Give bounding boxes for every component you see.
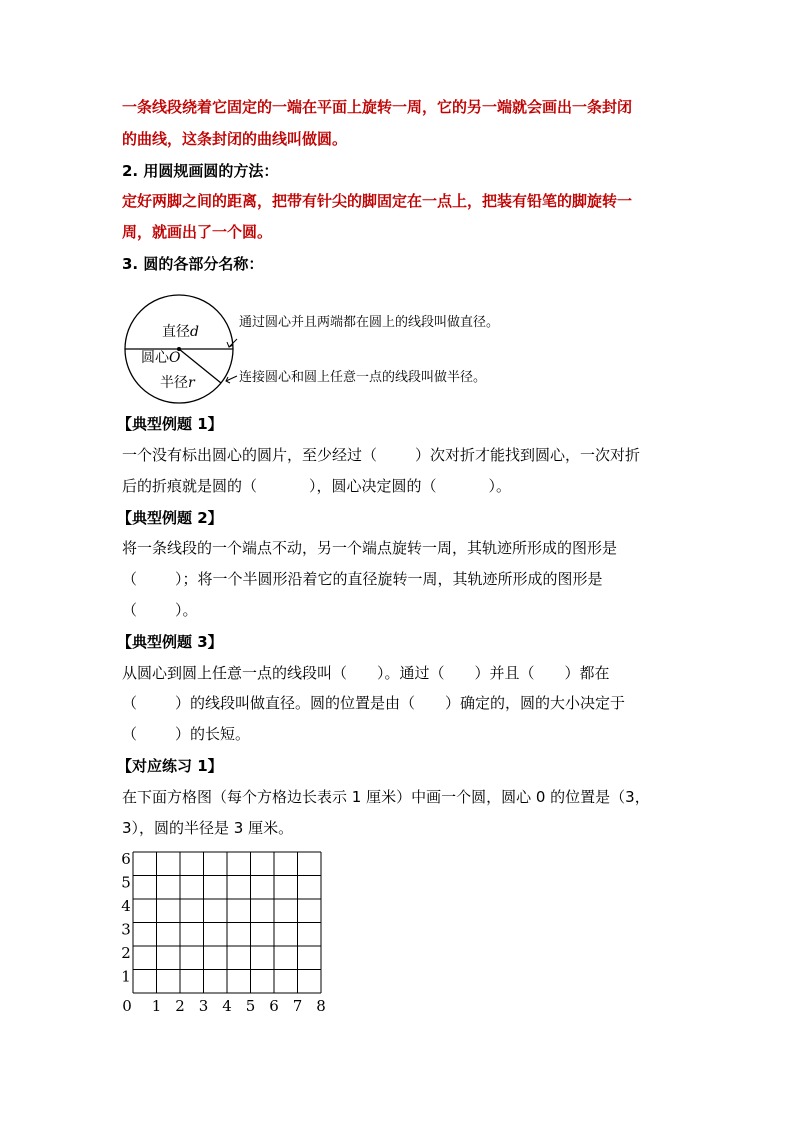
grid-y-label: 4 xyxy=(121,897,131,915)
grid-x-label: 4 xyxy=(222,997,232,1015)
example-3-line-2: （ ）的线段叫做直径。圆的位置是由（ ）确定的，圆的大小决定于 xyxy=(122,694,626,712)
grid-x-label: 7 xyxy=(292,997,303,1015)
diameter-label: 直径 xyxy=(162,324,190,340)
example-1-title: 【典型例题 1】 xyxy=(117,415,223,433)
circle-parts-diagram xyxy=(120,290,560,405)
compass-method-line-2: 周，就画出了一个圆。 xyxy=(122,223,273,241)
example-2-line-2: （ ）；将一个半圆形沿着它的直径旋转一周，其轨迹所形成的图形是 xyxy=(122,570,603,588)
grid-y-label: 2 xyxy=(121,944,131,962)
grid-y-label: 5 xyxy=(121,873,131,892)
grid-y-label: 6 xyxy=(121,850,131,868)
grid-x-label: 6 xyxy=(269,997,279,1015)
example-1-line-2: 后的折痕就是圆的（ ），圆心决定圆的（ ）。 xyxy=(122,477,512,495)
svg-text:圆心O xyxy=(141,350,181,366)
circle-definition-line-1: 一条线段绕着它固定的一端在平面上旋转一周，它的另一端就会画出一条封闭 xyxy=(122,98,633,116)
center-symbol: O xyxy=(169,350,181,366)
grid-y-label: 1 xyxy=(121,967,131,986)
example-3-line-1: 从圆心到圆上任意一点的线段叫（ ）。通过（ ）并且（ ）都在 xyxy=(122,664,610,682)
example-2-line-3: （ ）。 xyxy=(122,601,198,619)
example-3-line-3: （ ）的长短。 xyxy=(122,725,251,743)
circle-parts-heading: 3. 圆的各部分名称： xyxy=(122,255,264,273)
center-label: 圆心 xyxy=(141,350,169,366)
grid-x-label: 2 xyxy=(175,997,185,1015)
compass-method-line-1: 定好两脚之间的距离，把带有针尖的脚固定在一点上，把装有铅笔的脚旋转一 xyxy=(122,192,633,210)
diameter-symbol: d xyxy=(190,324,199,340)
svg-text:直径d xyxy=(162,324,199,340)
compass-heading: 2. 用圆规画圆的方法： xyxy=(122,162,279,180)
diameter-note: 通过圆心并且两端都在圆上的线段叫做直径。 xyxy=(239,315,500,330)
practice-1-title: 【对应练习 1】 xyxy=(117,757,223,775)
grid-labels xyxy=(121,850,326,1015)
example-1-line-1: 一个没有标出圆心的圆片，至少经过（ ）次对折才能找到圆心，一次对折 xyxy=(122,446,641,464)
grid-x-label: 1 xyxy=(151,997,162,1015)
example-2-line-1: 将一条线段的一个端点不动，另一个端点旋转一周，其轨迹所形成的图形是 xyxy=(122,539,618,557)
grid-lines xyxy=(133,852,321,993)
radius-note: 连接圆心和圆上任意一点的线段叫做半径。 xyxy=(239,370,487,385)
radius-symbol: r xyxy=(188,375,195,391)
radius-label: 半径 xyxy=(160,375,188,391)
example-2-title: 【典型例题 2】 xyxy=(117,509,223,527)
grid-x-label: 3 xyxy=(198,997,209,1015)
practice-1-line-2: 3），圆的半径是 3 厘米。 xyxy=(122,819,294,837)
grid-origin-label: 0 xyxy=(122,997,132,1015)
svg-text:半径r xyxy=(160,374,196,391)
coordinate-grid[interactable] xyxy=(118,846,338,1018)
practice-1-line-1: 在下面方格图（每个方格边长表示 1 厘米）中画一个圆，圆心 0 的位置是（3， xyxy=(122,788,650,806)
grid-x-label: 8 xyxy=(316,997,326,1015)
grid-y-label: 3 xyxy=(121,920,131,939)
grid-x-label: 5 xyxy=(245,997,256,1015)
circle-definition-line-2: 的曲线，这条封闭的曲线叫做圆。 xyxy=(122,130,348,148)
example-3-title: 【典型例题 3】 xyxy=(117,633,223,651)
